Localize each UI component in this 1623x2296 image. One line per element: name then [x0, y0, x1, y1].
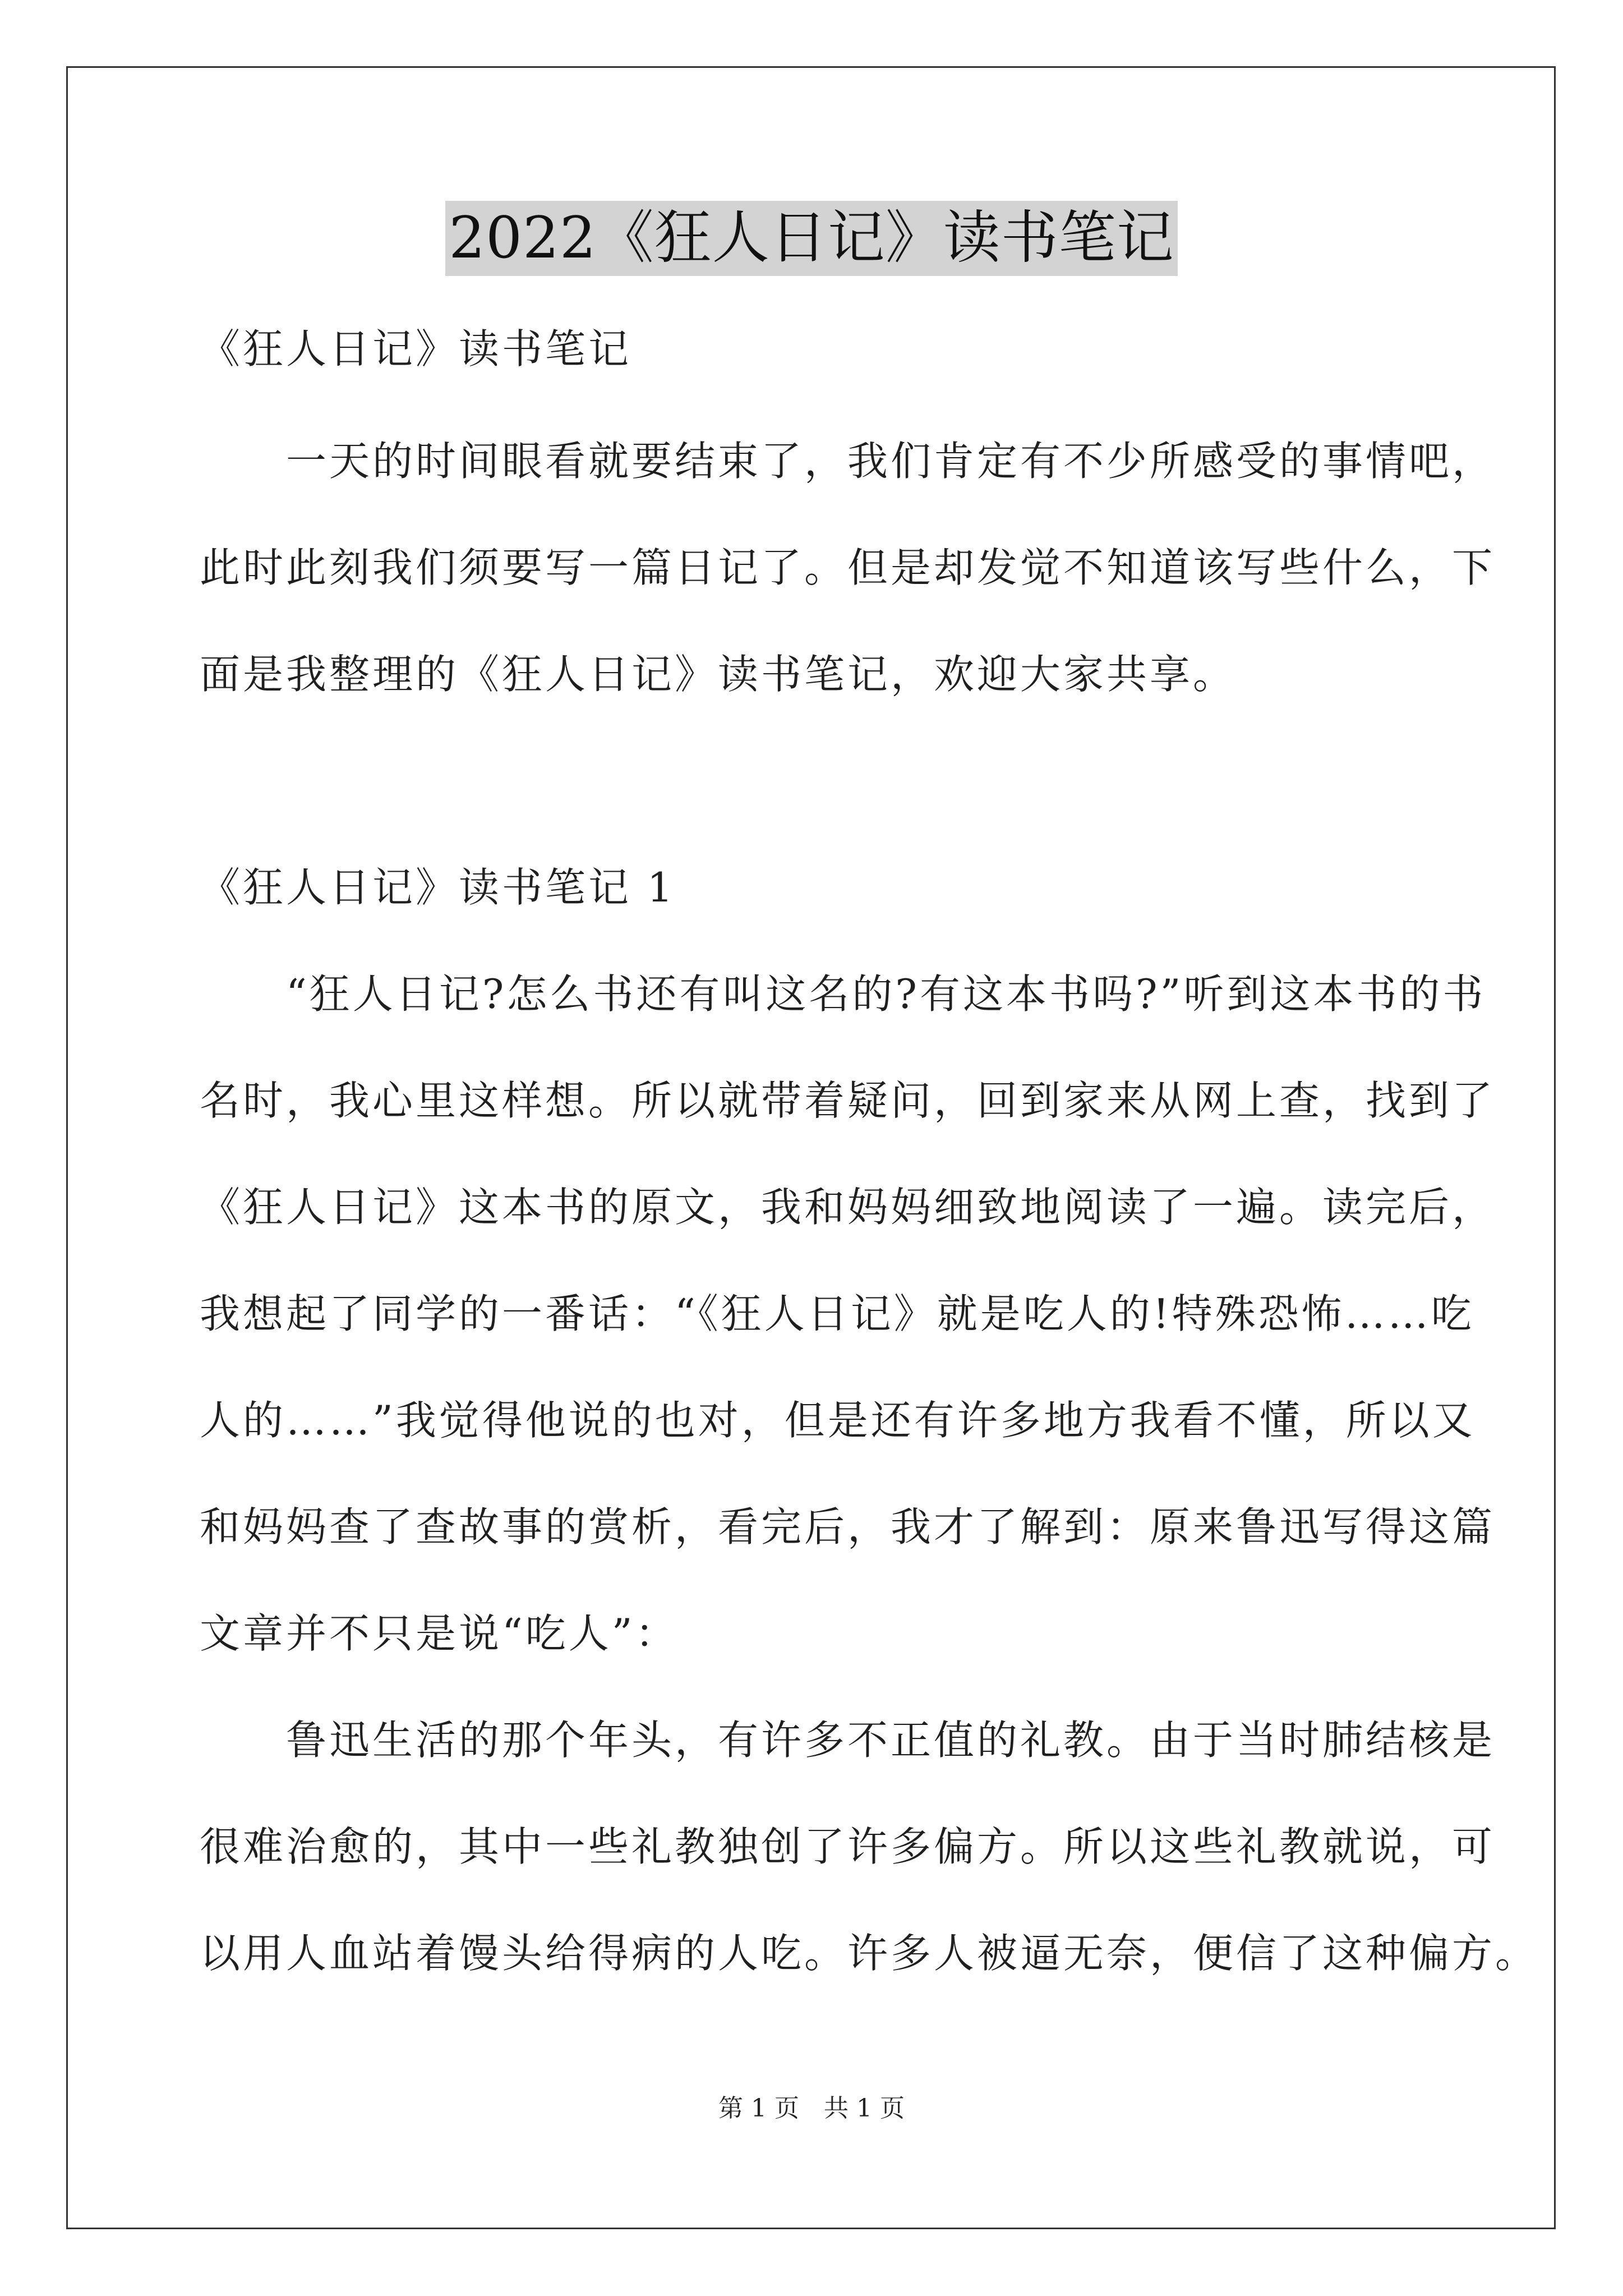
- page-footer: 第 1 页 共 1 页: [718, 2094, 905, 2123]
- section-heading-1: 《狂人日记》读书笔记 1: [200, 864, 676, 911]
- paragraph-line: 和妈妈查了查故事的赏析，看完后，我才了解到：原来鲁迅写得这篇: [200, 1503, 1496, 1550]
- paragraph-line: 很难治愈的，其中一些礼教独创了许多偏方。所以这些礼教就说，可: [200, 1823, 1496, 1870]
- paragraph-line: 鲁迅生活的那个年头，有许多不正值的礼教。由于当时肺结核是: [200, 1717, 1496, 1764]
- page-border: [66, 66, 1556, 2229]
- section-heading-intro: 《狂人日记》读书笔记: [200, 325, 632, 372]
- title-container: [0, 201, 1623, 276]
- paragraph-line: 《狂人日记》这本书的原文，我和妈妈细致地阅读了一遍。读完后，: [200, 1184, 1496, 1231]
- paragraph-line: 名时，我心里这样想。所以就带着疑问，回到家来从网上查，找到了: [200, 1077, 1496, 1124]
- paragraph-line: 人的……”我觉得他说的也对，但是还有许多地方我看不懂，所以又: [200, 1397, 1476, 1444]
- paragraph-line: 我想起了同学的一番话：“《狂人日记》就是吃人的!特殊恐怖……吃: [200, 1290, 1474, 1337]
- paragraph-line: “狂人日记?怎么书还有叫这名的?有这本书吗?”听到这本书的书: [200, 970, 1486, 1018]
- paragraph-line: 以用人血站着馒头给得病的人吃。许多人被逼无奈，便信了这种偏方。: [200, 1930, 1539, 1977]
- document-title: 2022《狂人日记》读书笔记: [445, 201, 1178, 276]
- paragraph-line: 文章并不只是说“吃人”：: [200, 1610, 679, 1657]
- paragraph-line: 面是我整理的《狂人日记》读书笔记，欢迎大家共享。: [200, 651, 1237, 698]
- paragraph-line: 此时此刻我们须要写一篇日记了。但是却发觉不知道该写些什么，下: [200, 544, 1496, 591]
- paragraph-line: 一天的时间眼看就要结束了，我们肯定有不少所感受的事情吧，: [200, 438, 1496, 485]
